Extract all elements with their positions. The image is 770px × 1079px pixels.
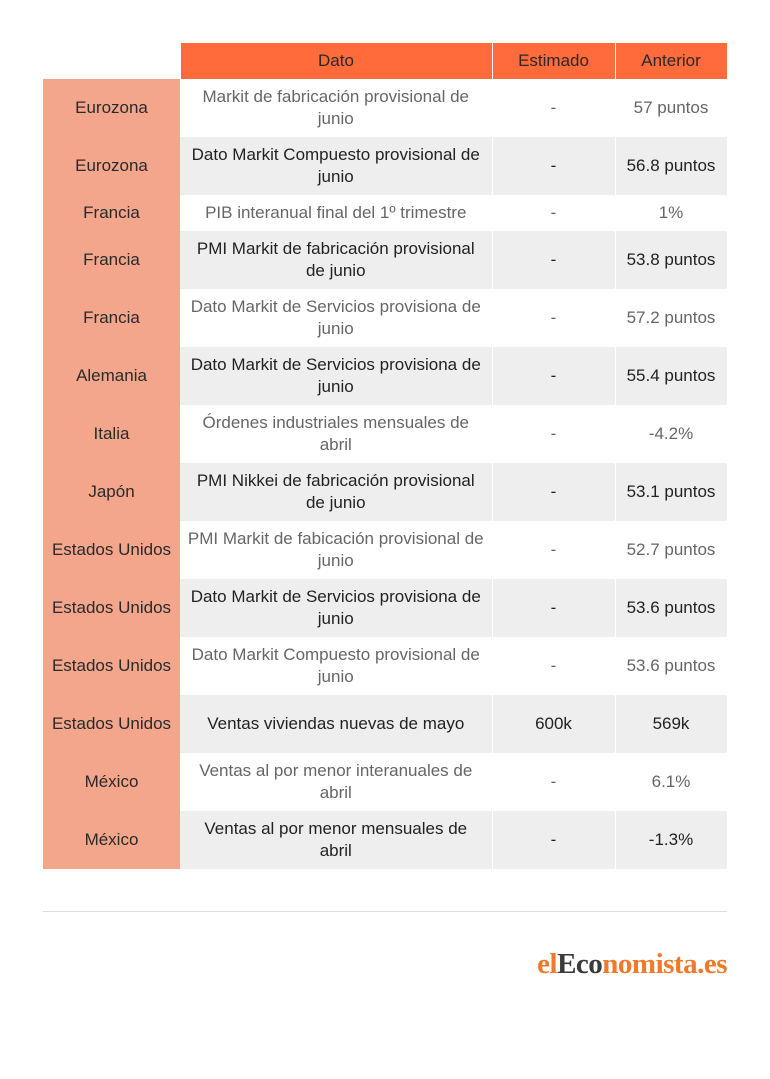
dato-cell: Dato Markit de Servicios provisiona de junio <box>180 579 492 637</box>
table-row <box>43 79 727 137</box>
table-row <box>43 695 727 753</box>
footer-divider <box>43 911 727 912</box>
table-row <box>43 521 727 579</box>
country-cell: Estados Unidos <box>43 521 180 579</box>
anterior-cell: 53.1 puntos <box>615 463 727 521</box>
table-row <box>43 405 727 463</box>
country-cell: Estados Unidos <box>43 637 180 695</box>
estimado-cell: - <box>492 753 615 811</box>
anterior-cell: 569k <box>615 695 727 753</box>
header-estimado: Estimado <box>492 43 615 79</box>
table-row <box>43 195 727 231</box>
country-cell: México <box>43 753 180 811</box>
country-cell: Eurozona <box>43 79 180 137</box>
dato-cell: PMI Nikkei de fabricación provisional de junio <box>180 463 492 521</box>
dato-cell: Dato Markit de Servicios provisiona de junio <box>180 289 492 347</box>
anterior-cell: -1.3% <box>615 811 727 869</box>
anterior-cell: 53.6 puntos <box>615 579 727 637</box>
country-cell: Japón <box>43 463 180 521</box>
country-cell: Eurozona <box>43 137 180 195</box>
anterior-cell: 56.8 puntos <box>615 137 727 195</box>
dato-cell: PMI Markit de fabricación provisional de junio <box>180 231 492 289</box>
header-dato: Dato <box>180 43 492 79</box>
anterior-cell: 6.1% <box>615 753 727 811</box>
logo-part-nomista: nomista.es <box>602 948 727 980</box>
estimado-cell: - <box>492 195 615 231</box>
logo-part-eco: Eco <box>557 948 603 980</box>
estimado-cell: - <box>492 811 615 869</box>
estimado-cell: - <box>492 521 615 579</box>
dato-cell: PIB interanual final del 1º trimestre <box>180 195 492 231</box>
estimado-cell: - <box>492 79 615 137</box>
table-row <box>43 753 727 811</box>
country-cell: Francia <box>43 289 180 347</box>
dato-cell: Órdenes industriales mensuales de abril <box>180 405 492 463</box>
calendar-table-wrapper <box>43 43 727 869</box>
table-row <box>43 811 727 869</box>
estimado-cell: - <box>492 579 615 637</box>
anterior-cell: 53.8 puntos <box>615 231 727 289</box>
anterior-cell: -4.2% <box>615 405 727 463</box>
anterior-cell: 57.2 puntos <box>615 289 727 347</box>
country-cell: Francia <box>43 195 180 231</box>
anterior-cell: 52.7 puntos <box>615 521 727 579</box>
logo-part-el: el <box>537 948 558 980</box>
anterior-cell: 53.6 puntos <box>615 637 727 695</box>
table-row <box>43 289 727 347</box>
dato-cell: Ventas al por menor mensuales de abril <box>180 811 492 869</box>
header-anterior: Anterior <box>615 43 727 79</box>
estimado-cell: - <box>492 637 615 695</box>
estimado-cell: - <box>492 347 615 405</box>
anterior-cell: 55.4 puntos <box>615 347 727 405</box>
table-header-row <box>43 43 727 79</box>
economic-calendar-table <box>43 43 728 869</box>
table-row <box>43 463 727 521</box>
estimado-cell: - <box>492 137 615 195</box>
estimado-cell: - <box>492 289 615 347</box>
dato-cell: Markit de fabricación provisional de junio <box>180 79 492 137</box>
table-row <box>43 637 727 695</box>
table-row <box>43 137 727 195</box>
dato-cell: Dato Markit de Servicios provisiona de junio <box>180 347 492 405</box>
dato-cell: Dato Markit Compuesto provisional de junio <box>180 637 492 695</box>
country-cell: México <box>43 811 180 869</box>
anterior-cell: 57 puntos <box>615 79 727 137</box>
dato-cell: Dato Markit Compuesto provisional de junio <box>180 137 492 195</box>
country-cell: Estados Unidos <box>43 579 180 637</box>
country-cell: Alemania <box>43 347 180 405</box>
dato-cell: Ventas al por menor interanuales de abril <box>180 753 492 811</box>
country-cell: Estados Unidos <box>43 695 180 753</box>
table-row <box>43 579 727 637</box>
estimado-cell: - <box>492 231 615 289</box>
eleconomista-logo[interactable] <box>537 948 727 981</box>
table-row <box>43 347 727 405</box>
estimado-cell: - <box>492 463 615 521</box>
country-cell: Francia <box>43 231 180 289</box>
estimado-cell: - <box>492 405 615 463</box>
country-cell: Italia <box>43 405 180 463</box>
header-blank <box>43 43 180 79</box>
table-row <box>43 231 727 289</box>
dato-cell: Ventas viviendas nuevas de mayo <box>180 695 492 753</box>
dato-cell: PMI Markit de fabicación provisional de junio <box>180 521 492 579</box>
estimado-cell: 600k <box>492 695 615 753</box>
anterior-cell: 1% <box>615 195 727 231</box>
